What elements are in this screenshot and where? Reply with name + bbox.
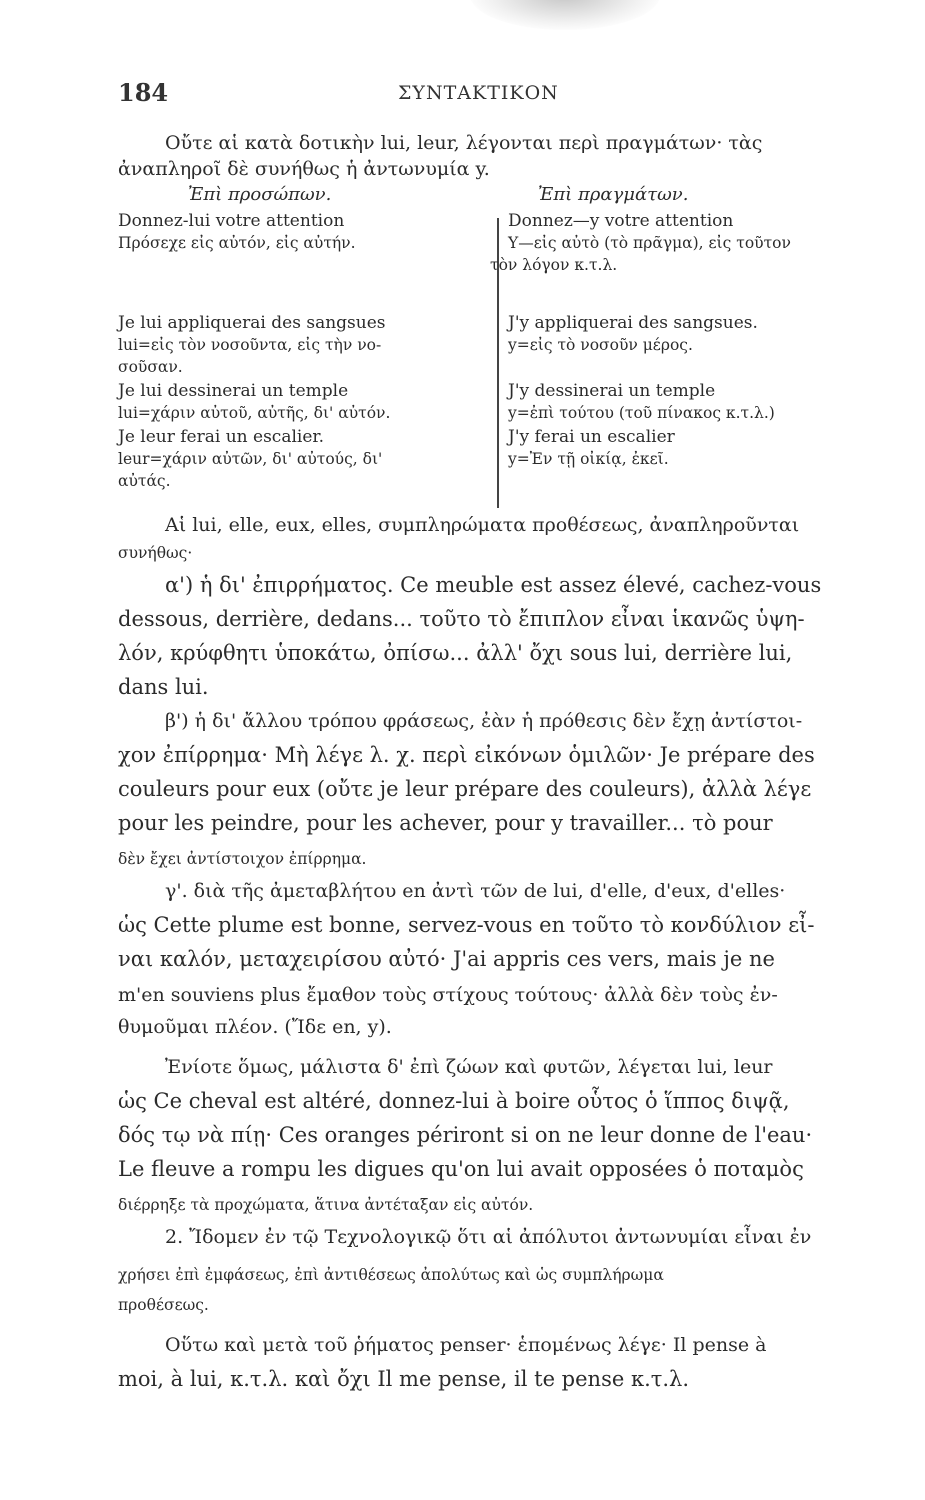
body-line: β') ἡ δι' ἄλλου τρόπου φράσεως, ἐὰν ἡ πρόθεσις δὲν ἔχῃ ἀντίστοι- bbox=[165, 710, 803, 732]
body-line: Ἐνίοτε ὅμως, μάλιστα δ' ἐπὶ ζώων καὶ φυτῶν, λέγεται lui, leur bbox=[165, 1056, 773, 1078]
body-line: dans lui. bbox=[118, 675, 209, 699]
right-line: y=ἐπὶ τούτου (τοῦ πίνακος κ.τ.λ.) bbox=[508, 404, 775, 422]
left-column-heading: Ἐπὶ προσώπων. bbox=[188, 184, 332, 205]
running-title: ΣΥΝΤΑΚΤΙΚΟΝ bbox=[398, 82, 559, 104]
right-line: Y—εἰς αὐτὸ (τὸ πρᾶγμα), εἰς τοῦτον bbox=[508, 234, 791, 252]
body-line: dessous, derrière, dedans... τοῦτο τὸ ἔπιπλον εἶναι ἱκανῶς ὑψη- bbox=[118, 607, 805, 631]
body-line: couleurs pour eux (οὔτε je leur prépare des couleurs), ἀλλὰ λέγε bbox=[118, 777, 812, 801]
body-line: συνήθως· bbox=[118, 544, 193, 562]
right-column-heading: Ἐπὶ πραγμάτων. bbox=[538, 184, 689, 205]
left-line: leur=χάριν αὐτῶν, δι' αὐτούς, δι' bbox=[118, 450, 383, 468]
body-line: δός τῳ νὰ πίῃ· Ces oranges périront si on ne leur donne de l'eau· bbox=[118, 1123, 813, 1147]
left-line: Je leur ferai un escalier. bbox=[118, 427, 325, 447]
intro-line-2: ἀναπληροῖ δὲ συνήθως ἡ ἀντωνυμία y. bbox=[118, 158, 490, 180]
right-line: τὸν λόγον κ.τ.λ. bbox=[490, 256, 618, 274]
left-line: σοῦσαν. bbox=[118, 358, 183, 376]
right-line: y=Ἐν τῇ οἰκίᾳ, ἐκεῖ. bbox=[508, 450, 669, 468]
right-line: J'y ferai un escalier bbox=[508, 427, 675, 447]
body-line: m'en souviens plus ἔμαθον τοὺς στίχους τούτους· ἀλλὰ δὲν τοὺς ἐν- bbox=[118, 984, 778, 1006]
body-line: α') ἡ δι' ἐπιρρήματος. Ce meuble est assez élevé, cachez-vous bbox=[165, 573, 822, 597]
left-line: Je lui dessinerai un temple bbox=[118, 381, 349, 401]
body-line: Le fleuve a rompu les digues qu'on lui avait opposées ὁ ποταμὸς bbox=[118, 1157, 804, 1181]
left-line: lui=εἰς τὸν νοσοῦντα, εἰς τὴν νο- bbox=[118, 336, 382, 354]
body-line: διέρρηξε τὰ προχώματα, ἅτινα ἀντέταξαν εἰς αὐτόν. bbox=[118, 1196, 534, 1214]
page-header bbox=[118, 78, 865, 112]
right-line: J'y appliquerai des sangsues. bbox=[508, 313, 758, 333]
right-line: y=εἰς τὸ νοσοῦν μέρος. bbox=[508, 336, 693, 354]
body-line: ὡς Ce cheval est altéré, donnez-lui à boire οὗτος ὁ ἵππος διψᾷ, bbox=[118, 1089, 790, 1113]
left-line: lui=χάριν αὐτοῦ, αὐτῆς, δι' αὐτόν. bbox=[118, 404, 391, 422]
body-line: Οὕτω καὶ μετὰ τοῦ ῥήματος penser· ἑπομένως λέγε· Il pense à bbox=[165, 1334, 767, 1356]
left-line: Je lui appliquerai des sangsues bbox=[118, 313, 386, 333]
body-line: γ'. διὰ τῆς ἀμεταβλήτου en ἀντὶ τῶν de lui, d'elle, d'eux, d'elles· bbox=[165, 880, 786, 902]
left-line: Πρόσεχε εἰς αὐτόν, εἰς αὐτήν. bbox=[118, 234, 356, 252]
body-line: ναι καλόν, μεταχειρίσου αὐτό· J'ai appris ces vers, mais je ne bbox=[118, 947, 775, 971]
body-line: pour les peindre, pour les achever, pour y travailler... τὸ pour bbox=[118, 811, 773, 835]
body-line: θυμοῦμαι πλέον. (Ἴδε en, y). bbox=[118, 1016, 392, 1038]
body-line: δὲν ἔχει ἀντίστοιχον ἐπίρρημα. bbox=[118, 850, 367, 868]
right-line: J'y dessinerai un temple bbox=[508, 381, 716, 401]
body-line: Αἱ lui, elle, eux, elles, συμπληρώματα προθέσεως, ἀναπληροῦνται bbox=[165, 514, 800, 536]
left-line: αὐτάς. bbox=[118, 472, 171, 490]
page-number: 184 bbox=[118, 78, 169, 107]
left-line: Donnez-lui votre attention bbox=[118, 211, 345, 231]
right-line: Donnez—y votre attention bbox=[508, 211, 734, 231]
body-line: 2. Ἴδομεν ἐν τῷ Τεχνολογικῷ ὅτι αἱ ἀπόλυτοι ἀντωνυμίαι εἶναι ἐν bbox=[165, 1226, 812, 1248]
body-line: χον ἐπίρρημα· Μὴ λέγε λ. χ. περὶ εἰκόνων ὁμιλῶν· Je prépare des bbox=[118, 743, 815, 767]
body-line: ὡς Cette plume est bonne, servez-vous en τοῦτο τὸ κονδύλιον εἶ- bbox=[118, 913, 815, 937]
body-line: προθέσεως. bbox=[118, 1296, 209, 1314]
intro-line-1: Οὔτε αἱ κατὰ δοτικὴν lui, leur, λέγονται περὶ πραγμάτων· τὰς bbox=[165, 132, 763, 154]
body-line: moi, à lui, κ.τ.λ. καὶ ὄχι Il me pense, il te pense κ.τ.λ. bbox=[118, 1367, 690, 1391]
body-line: λόν, κρύφθητι ὑποκάτω, ὀπίσω... ἀλλ' ὄχι sous lui, derrière lui, bbox=[118, 641, 793, 665]
body-line: χρήσει ἐπὶ ἐμφάσεως, ἐπὶ ἀντιθέσεως ἀπολύτως καὶ ὡς συμπλήρωμα bbox=[118, 1266, 664, 1284]
